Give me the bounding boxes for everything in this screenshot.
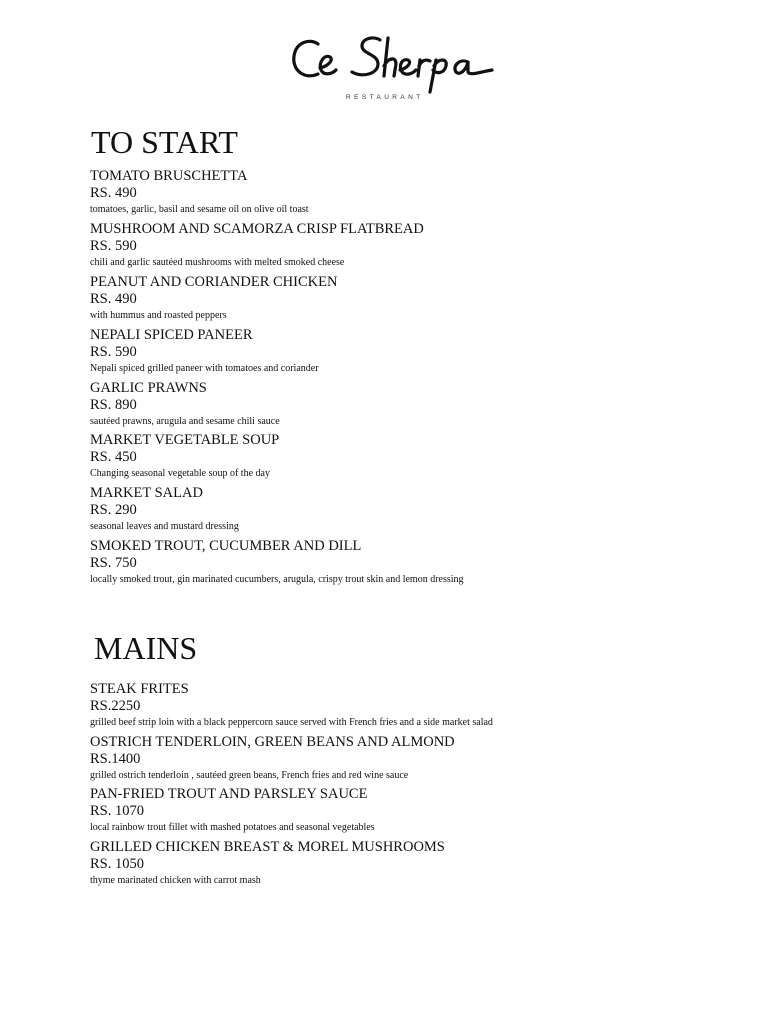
section-to-start bbox=[0, 122, 768, 591]
dish-description: with hummus and roasted peppers bbox=[90, 309, 227, 321]
menu-item bbox=[0, 839, 768, 889]
menu-item bbox=[0, 734, 768, 784]
dish-name: MARKET VEGETABLE SOUP bbox=[90, 432, 280, 449]
section-title: MAINS bbox=[94, 630, 198, 666]
menu-item bbox=[0, 681, 768, 731]
dish-name: MARKET SALAD bbox=[90, 485, 203, 502]
dish-name: GRILLED CHICKEN BREAST & MOREL MUSHROOMS bbox=[90, 838, 445, 855]
dish-price: RS. 490 bbox=[90, 185, 137, 201]
dish-price: RS.2250 bbox=[90, 698, 141, 714]
dish-name: PEANUT AND CORIANDER CHICKEN bbox=[90, 273, 338, 290]
dish-description: tomatoes, garlic, basil and sesame oil on olive oil toast bbox=[90, 204, 309, 215]
dish-price: RS. 750 bbox=[90, 555, 137, 572]
logo-script-icon bbox=[288, 30, 498, 94]
section-mains bbox=[0, 628, 768, 891]
dish-price: RS. 450 bbox=[90, 449, 137, 466]
dish-price: RS.1400 bbox=[90, 750, 141, 767]
dish-description: sautéed prawns, arugula and sesame chili sauce bbox=[90, 415, 280, 427]
dish-description: seasonal leaves and mustard dressing bbox=[90, 521, 239, 533]
dish-price: RS. 1070 bbox=[90, 803, 144, 820]
menu-item bbox=[0, 274, 768, 324]
dish-name: NEPALI SPICED PANEER bbox=[90, 326, 253, 343]
dish-price: RS. 890 bbox=[90, 396, 137, 413]
menu-item bbox=[0, 168, 768, 218]
menu-item bbox=[0, 786, 768, 836]
menu-list bbox=[0, 681, 768, 889]
dish-description: Nepali spiced grilled paneer with tomatoes and coriander bbox=[90, 362, 319, 374]
dish-description: locally smoked trout, gin marinated cucumbers, arugula, crispy trout skin and lemon dressing bbox=[90, 574, 464, 586]
logo-subtitle: RESTAURANT bbox=[346, 94, 424, 101]
dish-name: STEAK FRITES bbox=[90, 681, 189, 697]
dish-name: SMOKED TROUT, CUCUMBER AND DILL bbox=[90, 538, 362, 555]
dish-description: local rainbow trout fillet with mashed potatoes and seasonal vegetables bbox=[90, 822, 375, 834]
menu-item bbox=[0, 221, 768, 271]
restaurant-logo bbox=[288, 30, 498, 104]
dish-name: GARLIC PRAWNS bbox=[90, 379, 207, 396]
dish-name: PAN-FRIED TROUT AND PARSLEY SAUCE bbox=[90, 786, 368, 803]
dish-description: Changing seasonal vegetable soup of the day bbox=[90, 468, 270, 480]
dish-description: grilled beef strip loin with a black peppercorn sauce served with French fries and a side market salad bbox=[90, 717, 493, 728]
dish-description: thyme marinated chicken with carrot mash bbox=[90, 874, 261, 886]
dish-price: RS. 1050 bbox=[90, 855, 144, 872]
dish-price: RS. 490 bbox=[90, 290, 137, 307]
dish-price: RS. 590 bbox=[90, 237, 137, 254]
dish-description: chili and garlic sautéed mushrooms with melted smoked cheese bbox=[90, 256, 345, 268]
dish-description: grilled ostrich tenderloin , sautéed green beans, French fries and red wine sauce bbox=[90, 769, 409, 781]
menu-item bbox=[0, 432, 768, 482]
menu-item bbox=[0, 327, 768, 377]
menu-item bbox=[0, 380, 768, 430]
section-title: TO START bbox=[91, 124, 238, 160]
dish-name: OSTRICH TENDERLOIN, GREEN BEANS AND ALMOND bbox=[90, 733, 455, 750]
dish-name: MUSHROOM AND SCAMORZA CRISP FLATBREAD bbox=[90, 220, 424, 237]
dish-name: TOMATO BRUSCHETTA bbox=[90, 168, 248, 184]
menu-item bbox=[0, 485, 768, 535]
dish-price: RS. 290 bbox=[90, 502, 137, 519]
dish-price: RS. 590 bbox=[90, 343, 137, 360]
menu-item bbox=[0, 538, 768, 588]
menu-list bbox=[0, 168, 768, 588]
